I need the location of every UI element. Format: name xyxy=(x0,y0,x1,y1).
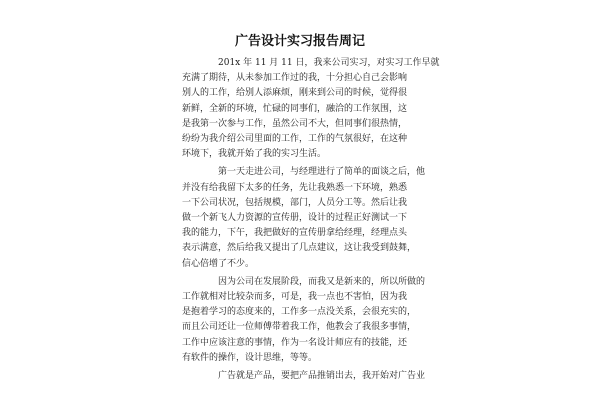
text-line: 别人的工作，给别人添麻烦，刚来到公司的时候，觉得很 xyxy=(182,88,408,99)
text-line: 做一个新飞人力资源的宣传册，设计的过程正好测试一下 xyxy=(182,213,408,224)
text-line: 新鲜，全新的环境，忙碌的同事们，融洽的工作氛围，这 xyxy=(182,103,408,114)
text-line: 充满了期待，从未参加工作过的我，十分担心自己会影响 xyxy=(182,73,408,84)
document-body xyxy=(182,56,440,387)
text-line: 有软件的操作，设计思维，等等。 xyxy=(182,352,318,363)
document-title: 广告设计实习报告周记 xyxy=(234,34,365,49)
text-line: 广告就是产品，要把产品推销出去，我开始对广告业 xyxy=(218,371,426,382)
text-line: 并没有给我留下太多的任务，先让我熟悉一下环境，熟悉 xyxy=(182,182,408,193)
text-line: 信心倍增了不少。 xyxy=(182,258,255,269)
text-line: 工作就相对比较杂而多，可是，我一点也不害怕，因为我 xyxy=(182,292,408,303)
text-line: 而且公司还让一位师傅带着我工作，他教会了我很多事情， xyxy=(182,322,417,333)
text-line: 我的能力，下午，我把做好的宣传册拿给经理，经理点头 xyxy=(182,228,408,239)
text-line: 201x 年 11 月 11 日，我来公司实习，对实习工作早就 xyxy=(218,58,440,68)
text-line: 因为公司在发展阶段，而我又是新来的，所以所做的 xyxy=(218,276,426,287)
text-line: 一下公司状况，包括规模，部门，人员分工等。然后让我 xyxy=(182,197,408,208)
text-line: 表示满意，然后给我又提出了几点建议，这让我受到鼓舞， xyxy=(182,243,417,254)
text-line: 是抱着学习的态度来的，工作多一点没关系，会很充实的， xyxy=(182,307,417,318)
text-line: 纷纷为我介绍公司里面的工作，工作的气氛很好，在这种 xyxy=(182,134,408,145)
paragraph-4 xyxy=(200,369,426,384)
text-line: 工作中应该注意的事情，作为一名设计师应有的技能，还 xyxy=(182,337,408,348)
text-line: 是我第一次参与工作，虽然公司不大，但同事们很热情， xyxy=(182,118,408,129)
text-line: 第一天走进公司，与经理进行了简单的面谈之后，他 xyxy=(218,167,426,178)
paragraph-2 xyxy=(182,165,426,271)
paragraph-1 xyxy=(182,56,440,162)
text-line: 环境下，我就开始了我的实习生活。 xyxy=(182,149,327,160)
paragraph-3 xyxy=(182,275,426,366)
